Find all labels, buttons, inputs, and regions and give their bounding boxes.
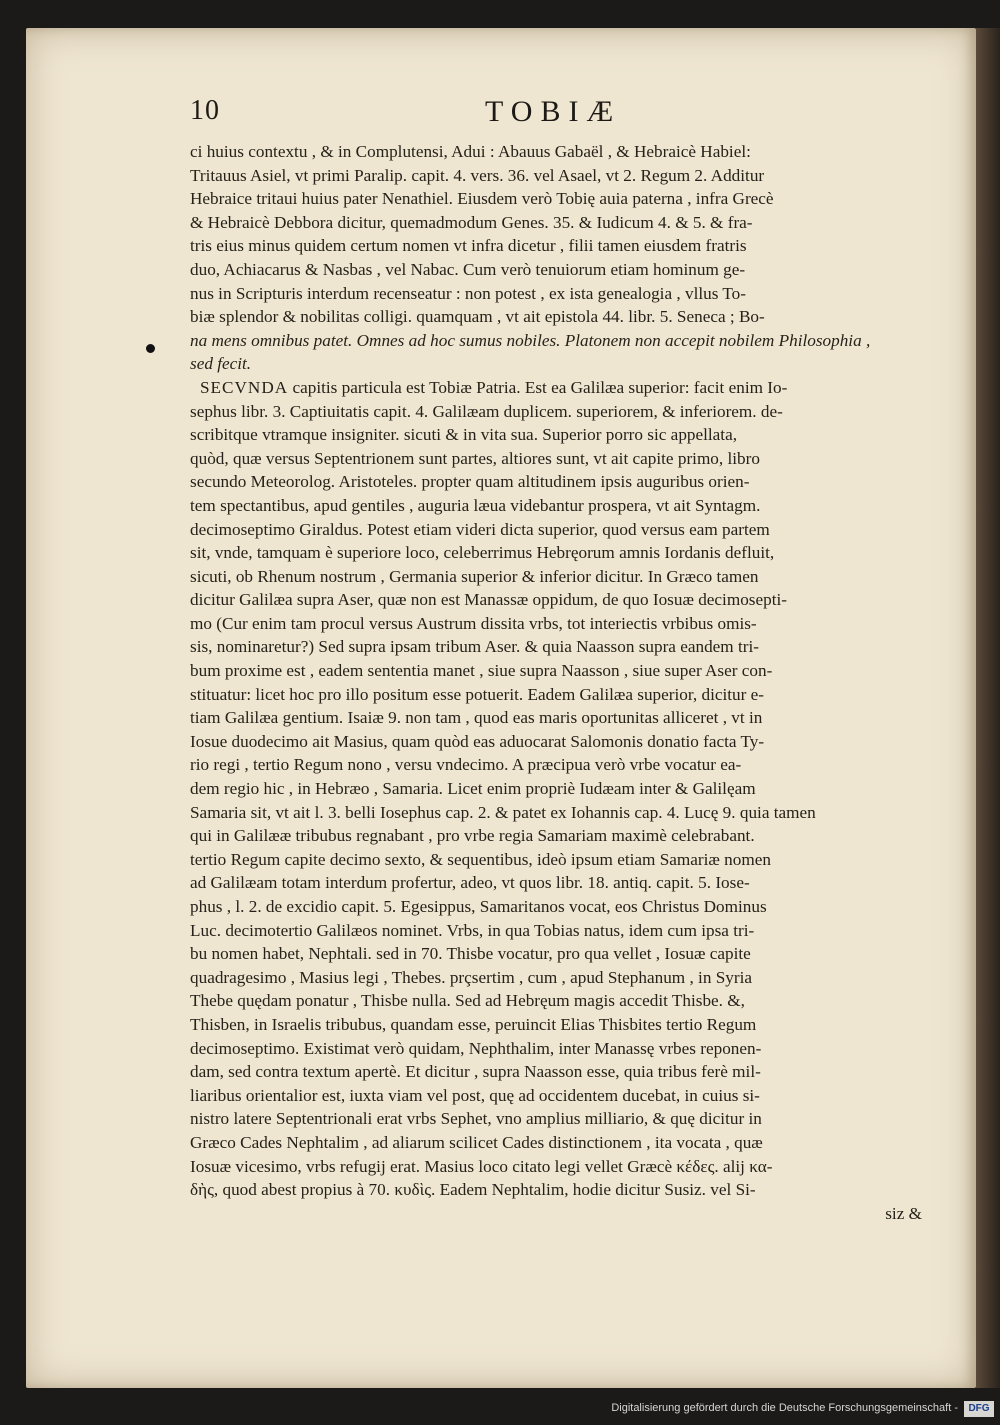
text-line: ci huius contextu , & in Complutensi, Adui : Abauus Gabaël , & Hebraicè Habiel: <box>190 142 751 161</box>
text-line: sis, nominaretur?) Sed supra ipsam tribum Aser. & quia Naasson supra eandem tri- <box>190 637 759 657</box>
text-line: rio regi , tertio Regum nono , versu vndecimo. A præcipua verò vrbe vocatur ea- <box>190 755 742 775</box>
text-line: Tritauus Asiel, vt primi Paralip. capit. 4. vers. 36. vel Asael, vt 2. Regum 2. Additur <box>190 165 765 185</box>
text-line: Iosuæ vicesimo, vrbs refugij erat. Masius loco citato legi vellet Græcè κέδες. alij κα- <box>190 1156 773 1176</box>
book-binding-edge <box>976 28 1000 1388</box>
text-line: Luc. decimotertio Galilæos nominet. Vrbs, in qua Tobias natus, idem cum ipsa tri- <box>190 920 755 940</box>
text-line: decimoseptimo Giraldus. Potest etiam videri dicta superior, quod versus eam partem <box>190 519 770 539</box>
text-line: liaribus orientalior est, iuxta viam vel post, quę ad occidentem ducebat, in cuius si- <box>190 1085 760 1105</box>
text-line: qui in Galilææ tribubus regnabant , pro vrbe regia Samariam maximè celebrabant. <box>190 826 755 846</box>
text-line-italic <box>190 329 930 353</box>
text-line: Thisben, in Israelis tribubus, quandam esse, peruincit Elias Thisbites tertio Regum <box>190 1014 757 1034</box>
text-line: dem regio hic , in Hebræo , Samaria. Licet enim propriè Iudæam inter & Galilęam <box>190 779 756 799</box>
page-body-text <box>190 140 930 1225</box>
page-number: 10 <box>190 95 220 126</box>
text-line: & Hebraicè Debbora dicitur, quemadmodum Genes. 35. & Iudicum 4. & 5. & fra- <box>190 212 753 232</box>
text-line: Græco Cades Nephtalim , ad aliarum scilicet Cades distinctionem , ita vocata , quæ <box>190 1132 763 1152</box>
text-line: duo, Achiacarus & Nasbas , vel Nabac. Cum verò tenuiorum etiam hominum ge- <box>190 259 746 279</box>
text-line: secundo Meteorolog. Aristoteles. propter quam altitudinem ipsis auguribus orien- <box>190 472 750 492</box>
text-line: tiam Galilæa gentium. Isaiæ 9. non tam , quod eas maris oportunitas alliceret , vt in <box>190 708 763 728</box>
paragraph-2-first-line <box>190 376 930 400</box>
text-line: quadragesimo , Masius legi , Thebes. prçsertim , cum , apud Stephanum , in Syria <box>190 967 752 987</box>
text-line: dicitur Galilæa supra Aser, quæ non est Manassæ oppidum, de quo Iosuæ decimosepti- <box>190 590 787 610</box>
catchword: siz & <box>885 1203 922 1223</box>
text-line: sephus libr. 3. Captiuitatis capit. 4. Galilæam duplicem. superiorem, & inferiorem. de- <box>190 401 783 421</box>
text-line-italic <box>190 352 930 376</box>
text-line: scribitque vtramque insigniter. sicuti & in vita sua. Superior porro sic appellata, <box>190 425 738 445</box>
text-line: tris eius minus quidem certum nomen vt infra dicetur , filii tamen eiusdem fratris <box>190 236 747 256</box>
text-line: Thebe quędam ponatur , Thisbe nulla. Sed ad Hebręum magis accedit Thisbe. &, <box>190 991 745 1011</box>
text-line: phus , l. 2. de excidio capit. 5. Egesippus, Samaritanos vocat, eos Christus Dominus <box>190 897 767 916</box>
text-line: tertio Regum capite decimo sexto, & sequentibus, ideò ipsum etiam Samariæ nomen <box>190 849 771 869</box>
text-line: bu nomen habet, Nephtali. sed in 70. Thisbe vocatur, pro qua vellet , Iosuæ capite <box>190 944 751 964</box>
quotation-italic: sed fecit. <box>190 354 252 374</box>
text-line: quòd, quæ versus Septentrionem sunt partes, altiores sunt, vt ait capite primo, libro <box>190 448 760 468</box>
quotation-italic: na mens omnibus patet. Omnes ad hoc sumus nobiles. Platonem non accepit nobilem Philosophia , <box>190 330 871 350</box>
text-line: decimoseptimo. Existimat verò quidam, Nephthalim, inter Manassę vrbes reponen- <box>190 1038 762 1058</box>
digitization-credit: Digitalisierung gefördert durch die Deutsche Forschungsgemeinschaft - <box>611 1402 958 1414</box>
text-line: dam, sed contra textum apertè. Et dicitur , supra Naasson esse, quia tribus ferè mil- <box>190 1062 761 1082</box>
paragraph-lead-word: SECVNDA <box>200 377 289 397</box>
text-line: Samaria sit, vt ait l. 3. belli Iosephus cap. 2. & patet ex Iohannis cap. 4. Lucę 9. quia tamen <box>190 802 816 822</box>
text-line: capitis particula est Tobiæ Patria. Est ea Galilæa superior: facit enim Io- <box>292 377 788 397</box>
text-line: nus in Scripturis interdum recenseatur : non potest , ex ista genealogia , vllus To- <box>190 283 746 303</box>
text-line: Iosue duodecimo ait Masius, quam quòd eas aduocarat Salomonis donatio facta Ty- <box>190 731 765 751</box>
text-line: sit, vnde, tamquam è superiore loco, celeberrimus Hebręorum amnis Iordanis defluit, <box>190 543 775 563</box>
text-line: ad Galilæam totam interdum profertur, adeo, vt quos libr. 18. antiq. capit. 5. Iose- <box>190 873 750 893</box>
margin-ink-dot <box>146 344 155 353</box>
dfg-logo: DFG <box>964 1401 994 1417</box>
text-line: stituatur: licet hoc pro illo positum esse potuerit. Eadem Galilæa superior, dicitur e- <box>190 684 765 704</box>
text-line: δὴς, quod abest propius à 70. κυδὶς. Eadem Nephtalim, hodie dicitur Susiz. vel Si- <box>190 1180 756 1200</box>
text-line: tem spectantibus, apud gentiles , auguria læua videbantur prospera, vt ait Syntagm. <box>190 495 761 515</box>
text-line: Hebraice tritaui huius pater Nenathiel. Eiusdem verò Tobię auia paterna , infra Grecè <box>190 189 774 209</box>
text-line: sicuti, ob Rhenum nostrum , Germania superior & inferior dicitur. In Græco tamen <box>190 566 759 586</box>
text-line: nistro latere Septentrionali erat vrbs Sephet, vno amplius milliario, & quę dicitur in <box>190 1109 762 1129</box>
text-line: biæ splendor & nobilitas colligi. quamquam , vt ait epistola 44. libr. 5. Seneca ; Bo- <box>190 307 765 327</box>
text-line: mo (Cur enim tam procul versus Austrum dissita vrbs, tot interiectis vrbibus omis- <box>190 613 757 633</box>
running-title: TOBIÆ <box>485 95 622 128</box>
page-header <box>190 95 940 135</box>
text-line: bum proxime est , eadem sententia manet , siue supra Naasson , siue super Aser con- <box>190 661 773 681</box>
